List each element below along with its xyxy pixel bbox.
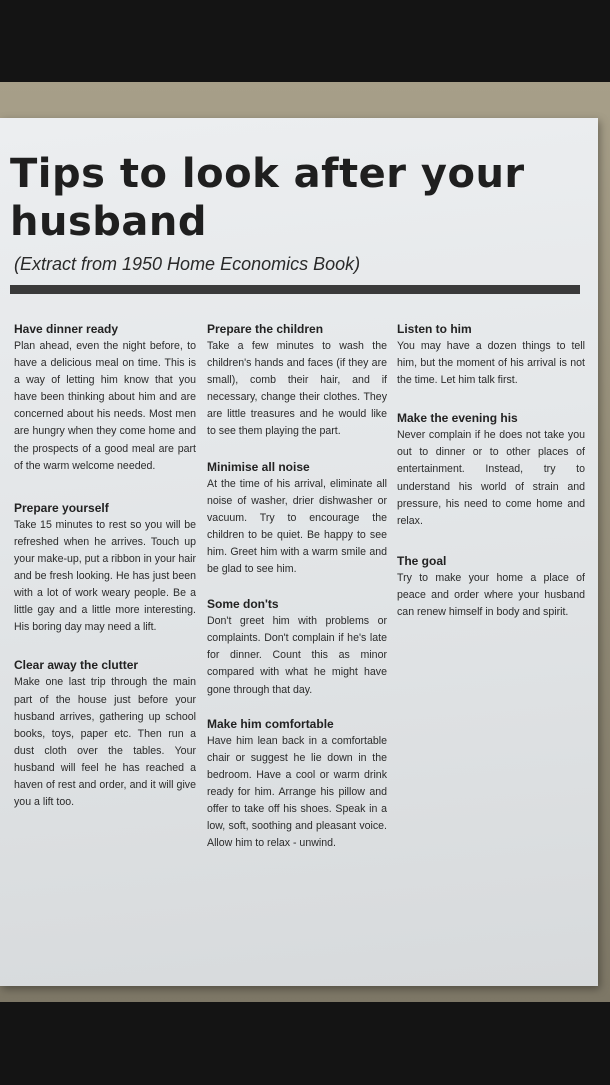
section-body: Have him lean back in a comfortable chair or suggest he lie down in the bedroom. Have a cool or warm drink ready for him. Arrange his pillow and offer to take off his shoes. Speak in a low, soft, soothing and pleasant voice. Allow him to relax - unwind. [207,734,387,850]
section-heading: Minimise all noise [207,459,310,474]
section-body: Never complain if he does not take you out to dinner or to other places of entertainment. Instead, try to understand his world of strain and pressure, his need to come home and relax. [397,429,585,527]
title-divider [10,285,580,294]
section-heading: The goal [397,553,447,568]
section-heading: Have dinner ready [14,322,119,336]
section-heading: Some don'ts [207,597,279,612]
section-heading: Clear away the clutter [14,658,139,673]
section-have-dinner-ready [14,322,196,475]
section-body: You may have a dozen things to tell him, but the moment of his arrival is not the time. Let him talk first. [397,340,585,387]
page-title: Tips to look after your husband [10,151,525,245]
section-the-goal [397,554,585,621]
section-body: Take a few minutes to wash the children's hands and faces (if they are small), comb their hair, and if necessary, change their clothes. They are little treasures and he would like to see them playing the part. [207,340,387,438]
section-body: Try to make your home a place of peace and order where your husband can renew himself in body and spirit. [397,571,585,619]
section-heading: Make him comfortable [207,716,334,731]
section-heading: Make the evening his [397,411,518,426]
section-body: At the time of his arrival, eliminate all noise of washer, drier dishwasher or vacuum. Try to encourage the children to be quiet. Be happy to see him. Greet him with a warm smile and be glad to see him. [207,477,387,576]
column-2 [207,322,387,852]
section-clear-away-the-clutter [14,658,196,811]
section-body: Make one last trip through the main part of the house just before your husband arrives, gathering up school books, toys, paper etc. Then run a dust cloth over the tables. Your husband will feel he has reached a haven of rest and order, and it will give you a lift too. [14,676,196,809]
section-make-him-comfortable [207,717,387,853]
section-make-the-evening-his [397,411,585,530]
section-heading: Prepare yourself [14,500,109,515]
section-body: Don't greet him with problems or complaints. Don't complain if he's late for dinner. Count this as minor compared with what he might have gone through that day. [207,615,387,696]
section-heading: Prepare the children [207,322,324,336]
column-3 [397,322,585,621]
page-subtitle: (Extract from 1950 Home Economics Book) [14,254,361,274]
section-body: Plan ahead, even the night before, to have a delicious meal on time. This is a way of letting him know that you have been thinking about him and are concerned about his needs. Most men are hungry when they come home and the prospects of a good meal are part of the warm welcome needed. [14,340,196,472]
section-prepare-the-children [207,322,387,441]
section-prepare-yourself [14,501,196,637]
bottom-black-bar [0,1002,610,1085]
section-minimise-all-noise [207,460,387,579]
section-body: Take 15 minutes to rest so you will be refreshed when he arrives. Touch up your make-up, put a ribbon in your hair and be fresh looking. He has just been with a lot of work weary people. Be a little gay and a little more interesting. His boring day may need a lift. [14,518,196,634]
section-listen-to-him [397,322,585,389]
column-1 [14,322,196,811]
section-some-donts [207,597,387,698]
top-black-bar [0,0,610,82]
section-heading: Listen to him [397,322,472,336]
